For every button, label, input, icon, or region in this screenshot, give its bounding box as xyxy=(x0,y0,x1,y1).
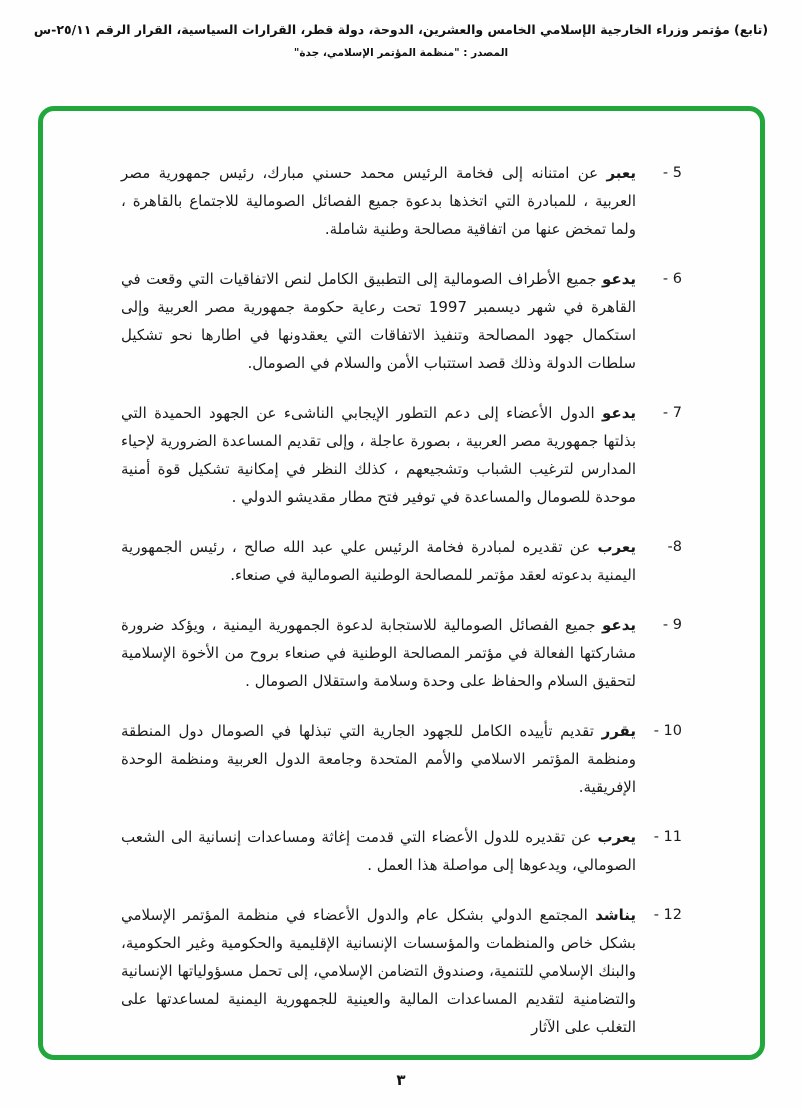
item-lead-word: يعبر xyxy=(606,164,636,182)
item-number: 5 - xyxy=(662,165,682,181)
resolution-item-8 xyxy=(121,533,682,589)
item-lead-word: يعرب xyxy=(597,828,636,846)
item-paragraph xyxy=(121,159,636,243)
resolution-item-5 xyxy=(121,159,682,243)
item-number: 6 - xyxy=(662,271,682,287)
resolution-item-10 xyxy=(121,717,682,801)
item-text: جميع الفصائل الصومالية للاستجابة لدعوة الجمهورية اليمنية ، ويؤكد ضرورة مشاركتها الفعالة في مؤتمر المصالحة الوطنية في صنعاء بروح من الأخوة الإسلامية لتحقيق السلام والحفاظ على وحدة وسلامة واستقلال الصومال . xyxy=(121,616,636,690)
item-number: 12 - xyxy=(653,907,682,923)
item-number: 11 - xyxy=(653,829,682,845)
item-number: 10 - xyxy=(653,723,682,739)
item-paragraph xyxy=(121,717,636,801)
item-text: المجتمع الدولي بشكل عام والدول الأعضاء في منظمة المؤتمر الإسلامي بشكل خاص والمنظمات والمؤسسات الإنسانية الإقليمية والحكومية وغير الحكومية، والبنك الإسلامي للتنمية، وصندوق التضامن الإسلامي، إلى تحمل مسؤولياتها الإنسانية والتضامنية لتقديم المساعدات المالية والعينية للجمهورية اليمنية لمساعدتها على التغلب على الآثار xyxy=(121,906,636,1036)
resolution-item-6 xyxy=(121,265,682,377)
resolution-item-9 xyxy=(121,611,682,695)
item-text: تقديم تأييده الكامل للجهود الجارية التي تبذلها في الصومال دول المنطقة ومنظمة المؤتمر الاسلامي والأمم المتحدة وجامعة الدول العربية ومنظمة الوحدة الإفريقية. xyxy=(121,722,636,796)
resolution-item-7 xyxy=(121,399,682,511)
item-paragraph xyxy=(121,611,636,695)
item-text: عن تقديره للدول الأعضاء التي قدمت إغاثة ومساعدات إنسانية الى الشعب الصومالي، ويدعوها إلى مواصلة هذا العمل . xyxy=(121,828,636,874)
item-text: الدول الأعضاء إلى دعم التطور الإيجابي الناشىء عن الجهود الحميدة التي بذلتها جمهورية مصر العربية ، بصورة عاجلة ، وإلى تقديم المساعدة الضرورية لإحياء المدارس لترغيب الشباب وتشجيعهم ، كذلك النظر في إمكانية تشكيل قوة أمنية موحدة للصومال والمساعدة في توفير فتح مطار مقديشو الدولي . xyxy=(121,404,636,506)
item-paragraph xyxy=(121,399,636,511)
item-lead-word: يدعو xyxy=(602,616,636,634)
item-lead-word: يدعو xyxy=(602,270,636,288)
item-paragraph xyxy=(121,823,636,879)
document-header xyxy=(0,22,802,59)
item-paragraph xyxy=(121,901,636,1041)
resolution-body xyxy=(43,111,760,1055)
document-source-line: المصدر : "منظمة المؤتمر الإسلامي، جدة" xyxy=(293,47,509,59)
item-number: 9 - xyxy=(662,617,682,633)
page-number: ٣ xyxy=(396,1071,406,1089)
item-paragraph xyxy=(121,265,636,377)
item-number: 7 - xyxy=(662,405,682,421)
item-lead-word: يناشد xyxy=(595,906,636,924)
item-lead-word: يعرب xyxy=(597,538,636,556)
item-number: 8- xyxy=(667,539,682,555)
item-paragraph xyxy=(121,533,636,589)
item-lead-word: يدعو xyxy=(602,404,636,422)
item-text: جميع الأطراف الصومالية إلى التطبيق الكامل لنص الاتفاقيات التي وقعت في القاهرة في شهر ديسمبر 1997 تحت رعاية حكومة جمهورية مصر العربية وإلى استكمال جهود المصالحة وتنفيذ الاتفاقات التي يعقدونها في اطارها نحو تشكيل سلطات الدولة وذلك قصد استتباب الأمن والسلام في الصومال. xyxy=(121,270,636,372)
document-reference-line: (تابع) مؤتمر وزراء الخارجية الإسلامي الخامس والعشرين، الدوحة، دولة قطر، القرارات السياسية، القرار الرقم ٢٥/١١-س xyxy=(33,22,769,37)
resolution-item-12 xyxy=(121,901,682,1041)
item-lead-word: يقرر xyxy=(601,722,636,740)
item-text: عن تقديره لمبادرة فخامة الرئيس علي عبد الله صالح ، رئيس الجمهورية اليمنية بدعوته لعقد مؤتمر للمصالحة الوطنية الصومالية في صنعاء. xyxy=(121,538,636,584)
item-text: عن امتنانه إلى فخامة الرئيس محمد حسني مبارك، رئيس جمهورية مصر العربية ، للمبادرة التي اتخذها بدعوة جميع الفصائل الصومالية للاجتماع بالقاهرة ، ولما تمخض عنها من اتفاقية مصالحة وطنية شاملة. xyxy=(121,164,636,238)
resolution-item-11 xyxy=(121,823,682,879)
